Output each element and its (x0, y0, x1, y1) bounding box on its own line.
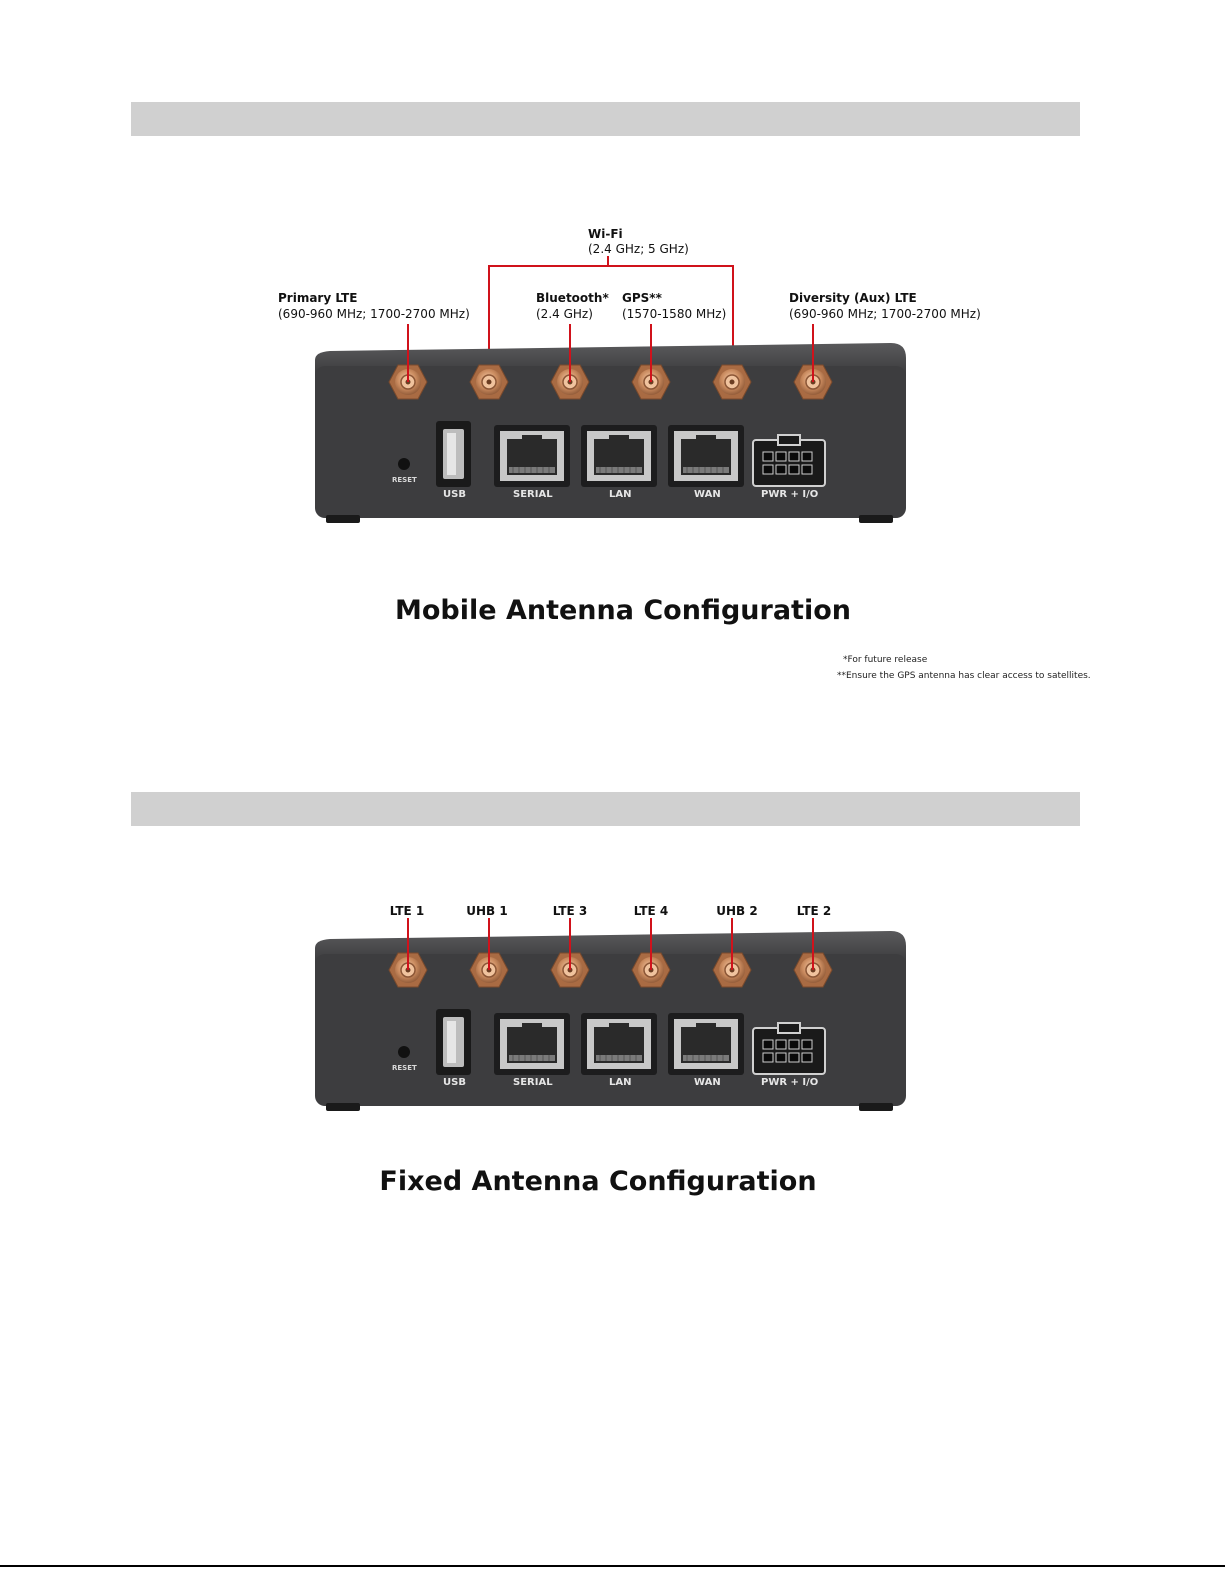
serial-port-label: SERIAL (513, 1077, 553, 1088)
primary-lte-title: Primary LTE (278, 291, 358, 305)
mobile-config-diagram (278, 227, 1091, 681)
fixed-caption: Fixed Antenna Configuration (379, 1166, 817, 1197)
pwr-io-port-label: PWR + I/O (761, 489, 819, 500)
pwr-io-port-label: PWR + I/O (761, 1077, 819, 1088)
antenna-label-lte4: LTE 4 (633, 904, 669, 918)
usb-port-label: USB (443, 1077, 466, 1088)
wan-port-label: WAN (694, 1077, 721, 1088)
usb-port-label: USB (443, 489, 466, 500)
antenna-label-lte2: LTE 2 (796, 904, 832, 918)
wifi-title: Wi-Fi (588, 227, 623, 241)
fixed-config-diagram (315, 904, 906, 1197)
antenna-label-lte3: LTE 3 (552, 904, 588, 918)
reset-label: RESET (392, 1064, 417, 1072)
footnote-future-release: *For future release (843, 655, 928, 665)
mobile-caption: Mobile Antenna Configuration (395, 595, 851, 626)
antenna-label-lte1: LTE 1 (389, 904, 425, 918)
lan-port-label: LAN (609, 489, 632, 500)
diversity-lte-title: Diversity (Aux) LTE (789, 291, 917, 305)
serial-port-label: SERIAL (513, 489, 553, 500)
bluetooth-freq: (2.4 GHz) (536, 307, 593, 321)
wan-port-label: WAN (694, 489, 721, 500)
antenna-label-uhb1: UHB 1 (466, 904, 508, 918)
reset-label: RESET (392, 476, 417, 484)
primary-lte-freq: (690-960 MHz; 1700-2700 MHz) (278, 307, 470, 321)
footnote-gps: **Ensure the GPS antenna has clear access to satellites. (837, 671, 1091, 681)
antenna-label-uhb2: UHB 2 (716, 904, 758, 918)
page-bottom-rule (0, 1565, 1225, 1567)
gps-title: GPS** (622, 291, 662, 305)
bluetooth-title: Bluetooth* (536, 291, 609, 305)
wifi-freq: (2.4 GHz; 5 GHz) (588, 242, 689, 256)
gps-freq: (1570-1580 MHz) (622, 307, 727, 321)
lan-port-label: LAN (609, 1077, 632, 1088)
diversity-lte-freq: (690-960 MHz; 1700-2700 MHz) (789, 307, 981, 321)
